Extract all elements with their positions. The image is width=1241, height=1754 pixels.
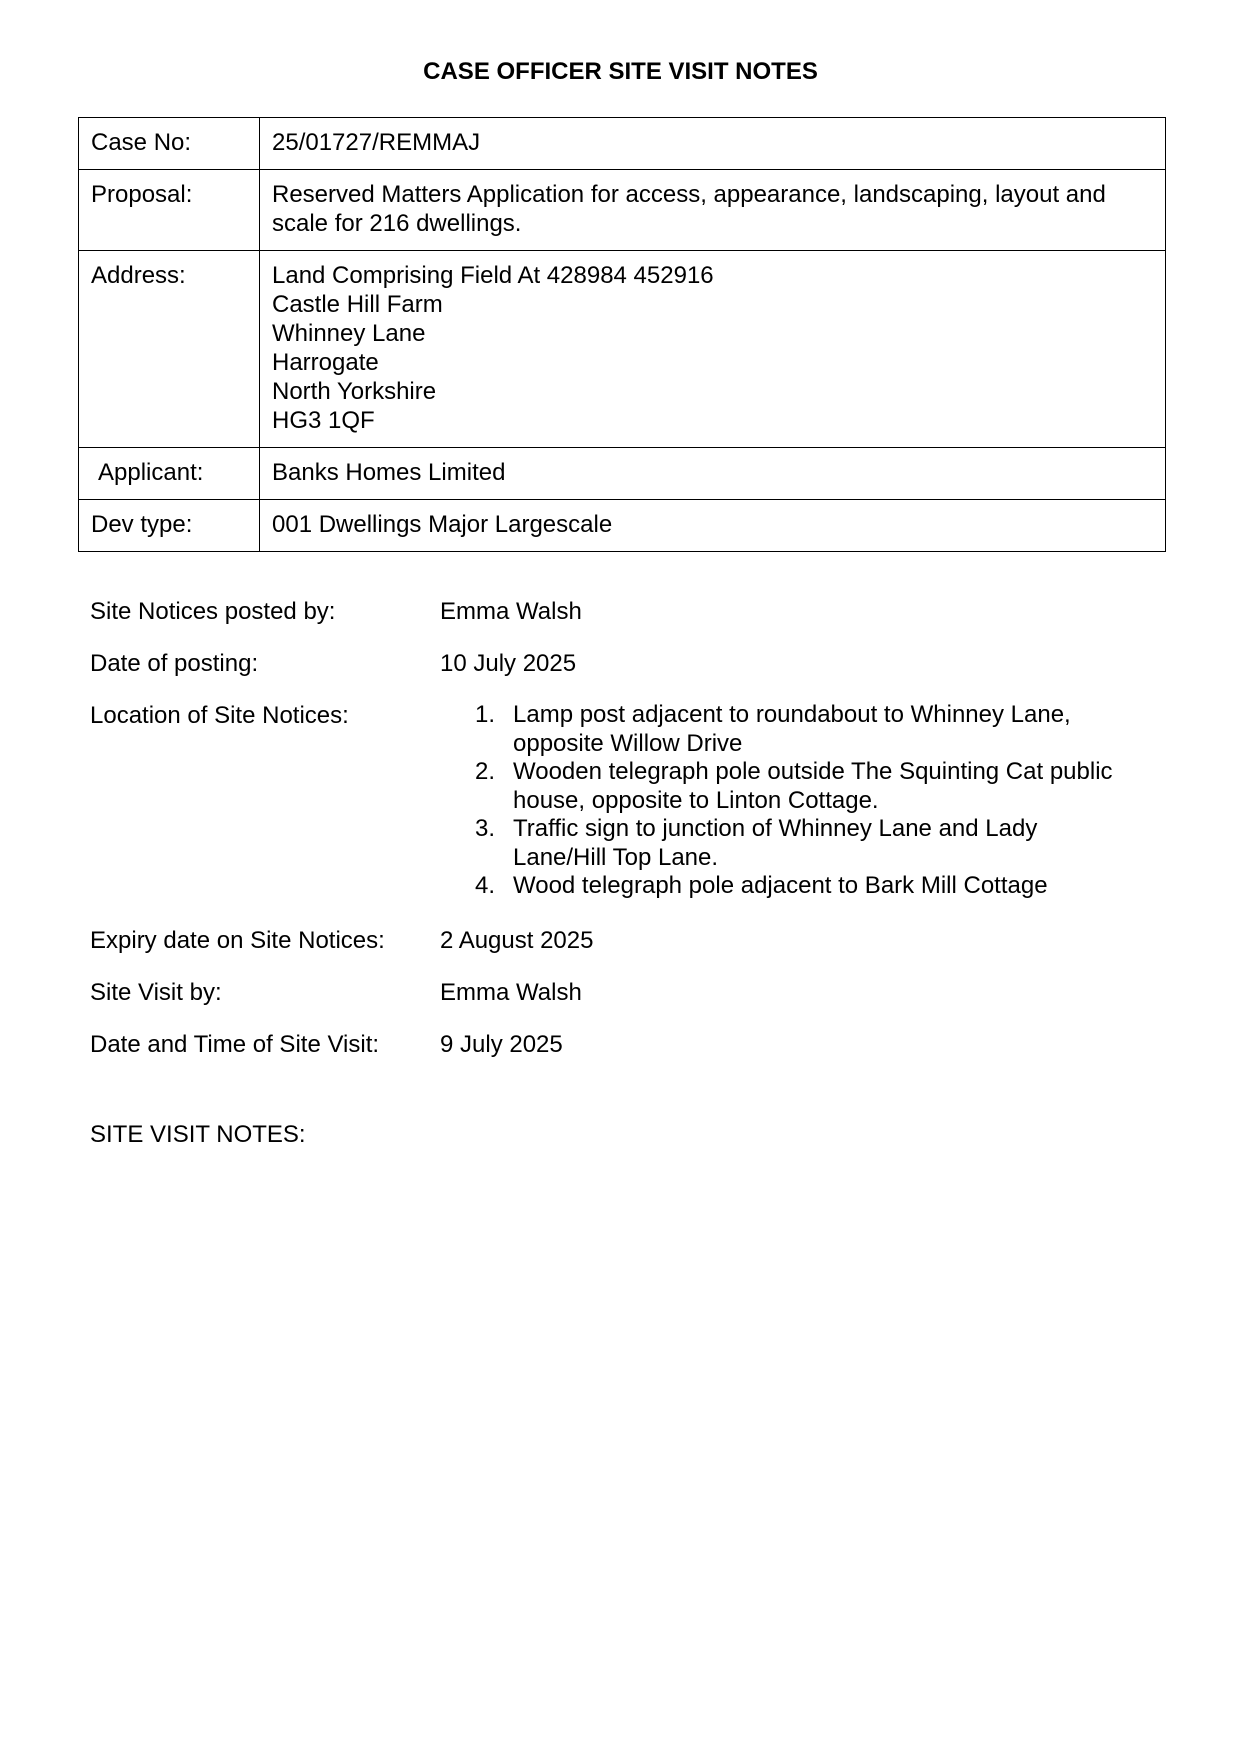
- visit-datetime-row: [90, 1030, 1170, 1082]
- locations-row: [90, 701, 1170, 926]
- case-no-value: 25/01727/REMMAJ: [260, 118, 1166, 170]
- dev-type-value: 001 Dwellings Major Largescale: [260, 500, 1166, 552]
- site-notice-fields: [90, 597, 1170, 1082]
- applicant-label: Applicant:: [79, 448, 260, 500]
- locations-label: Location of Site Notices:: [90, 702, 349, 729]
- location-number: 4.: [475, 872, 496, 899]
- proposal-label: Proposal:: [79, 170, 260, 251]
- dev-type-label: Dev type:: [79, 500, 260, 552]
- visit-datetime-value: 9 July 2025: [440, 1031, 563, 1058]
- expiry-date-label: Expiry date on Site Notices:: [90, 927, 385, 954]
- expiry-date-value: 2 August 2025: [440, 927, 594, 954]
- date-posting-label: Date of posting:: [90, 650, 259, 677]
- location-number: 3.: [475, 815, 496, 842]
- location-text: Traffic sign to junction of Whinney Lane and Lady Lane/Hill Top Lane.: [513, 815, 1038, 871]
- location-item: [475, 815, 1135, 872]
- address-line: Land Comprising Field At 428984 452916: [272, 262, 714, 289]
- proposal-row: [79, 170, 1166, 251]
- posted-by-row: [90, 597, 1170, 649]
- location-item: [475, 872, 1135, 901]
- expiry-date-row: [90, 926, 1170, 978]
- visit-by-value: Emma Walsh: [440, 979, 582, 1006]
- address-label: Address:: [79, 251, 260, 448]
- address-line: Harrogate: [272, 349, 379, 376]
- page-title: CASE OFFICER SITE VISIT NOTES: [423, 58, 818, 85]
- date-posting-value: 10 July 2025: [440, 650, 577, 677]
- address-row: [79, 251, 1166, 448]
- visit-by-label: Site Visit by:: [90, 979, 222, 1006]
- case-no-row: [79, 118, 1166, 170]
- case-details-table: [78, 117, 1166, 552]
- location-item: [475, 758, 1135, 815]
- address-line: HG3 1QF: [272, 407, 375, 434]
- applicant-value: Banks Homes Limited: [260, 448, 1166, 500]
- location-text: Wood telegraph pole adjacent to Bark Mill Cottage: [513, 872, 1048, 899]
- date-posting-row: [90, 649, 1170, 701]
- address-line: Castle Hill Farm: [272, 291, 443, 318]
- dev-type-row: [79, 500, 1166, 552]
- locations-list: [475, 701, 1135, 901]
- location-number: 2.: [475, 758, 496, 785]
- case-no-label: Case No:: [79, 118, 260, 170]
- location-number: 1.: [475, 701, 496, 728]
- address-line: Whinney Lane: [272, 320, 426, 347]
- proposal-value: Reserved Matters Application for access, appearance, landscaping, layout and scale for 216 dwellings.: [260, 170, 1166, 251]
- posted-by-value: Emma Walsh: [440, 598, 582, 625]
- address-line: North Yorkshire: [272, 378, 437, 405]
- posted-by-label: Site Notices posted by:: [90, 598, 336, 625]
- location-text: Lamp post adjacent to roundabout to Whinney Lane, opposite Willow Drive: [513, 701, 1071, 757]
- location-text: Wooden telegraph pole outside The Squinting Cat public house, opposite to Linton Cottage.: [513, 758, 1113, 814]
- address-value: [260, 251, 1166, 448]
- visit-datetime-label: Date and Time of Site Visit:: [90, 1031, 380, 1058]
- site-visit-notes-heading: SITE VISIT NOTES:: [90, 1121, 306, 1148]
- visit-by-row: [90, 978, 1170, 1030]
- location-item: [475, 701, 1135, 758]
- applicant-row: [79, 448, 1166, 500]
